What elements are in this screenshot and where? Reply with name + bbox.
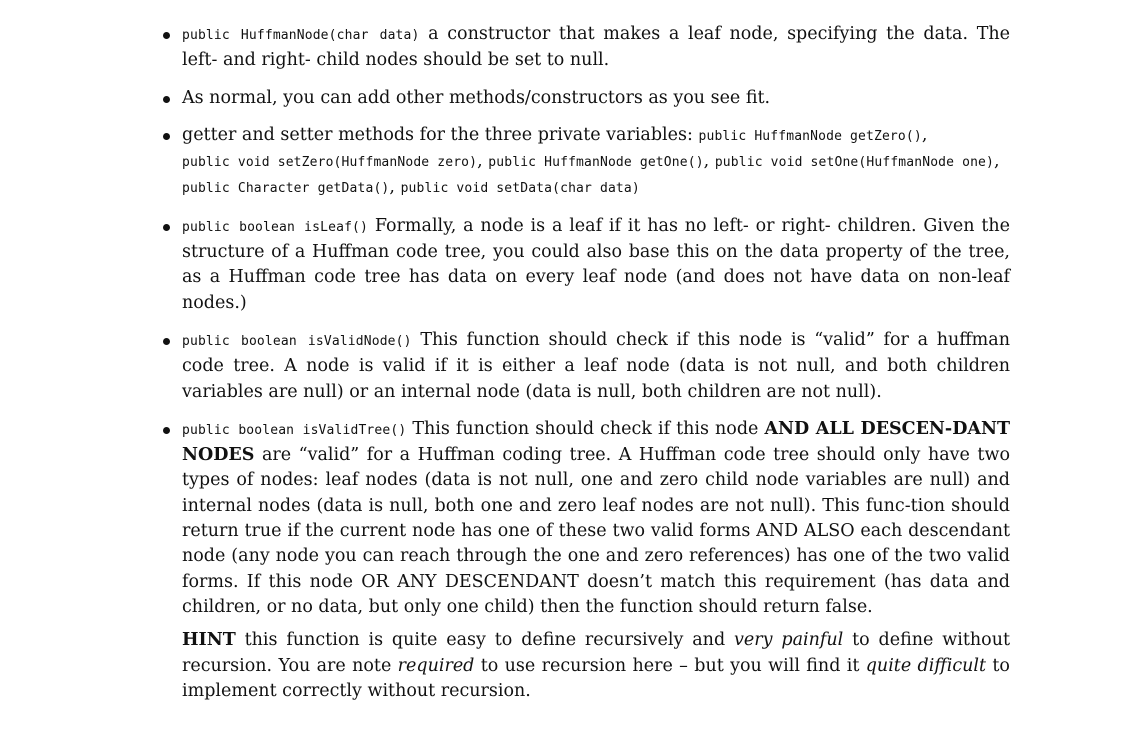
code-isvalidnode: public boolean isValidNode(): [182, 333, 412, 349]
hint-text: this function is quite easy to define recursively and: [244, 630, 726, 651]
item-text: a constructor that makes a leaf node, specifying the data. The left- and right- child nodes should be set to null.: [182, 24, 1010, 71]
hint-text: to use recursion here – but you will find it: [480, 655, 860, 676]
emphasis-text: AND ALL DESCEN-DANT NODES: [182, 418, 1010, 466]
code-setdata: public void setData(char data): [400, 181, 640, 197]
item-text: are “valid” for a Huffman coding tree. A Huffman code tree should only have two types of nodes: leaf nodes (data is not null, one and zero child node variables are null) and internal nodes (data is null, both one and zero leaf nodes are not null). This func-tion should return true if the current node has one of these two valid forms AND ALSO each descendant node (any node you can reach through the one and zero references) has one of the two valid forms. If this node OR ANY DESCENDANT doesn’t match this requirement (has data and children, or no data, but only one child) then the function should return false.: [182, 445, 1010, 617]
bullet-icon: [163, 427, 170, 434]
hint-emphasis: required: [397, 655, 475, 676]
code-setzero: public void setZero(HuffmanNode zero): [182, 155, 478, 171]
separator: ,: [703, 151, 710, 172]
hint-text: to implement correctly without recursion.: [182, 655, 1010, 701]
list-item-isleaf: [160, 214, 1010, 316]
code-getone: public HuffmanNode getOne(): [488, 155, 704, 171]
list-item-constructor: [160, 22, 1010, 74]
hint-text: to define without recursion. You are note: [182, 630, 1010, 676]
list-item-isvalidnode: [160, 328, 1010, 405]
code-setone: public void setOne(HuffmanNode one): [714, 155, 995, 171]
code-isleaf: public boolean isLeaf(): [182, 219, 368, 235]
bullet-icon: [163, 96, 170, 103]
list-item-isvalidtree: [160, 417, 1010, 704]
list-item-getters-setters: [160, 123, 1010, 202]
bullet-icon: [163, 224, 170, 231]
item-text: As normal, you can add other methods/constructors as you see fit.: [182, 87, 771, 108]
separator: ,: [994, 151, 1000, 172]
item-text: This function should check if this node is “valid” for a huffman code tree. A node is valid if it is either a leaf node (data is not null, and both children variables are null) or an internal node (data is null, both children are not null).: [182, 329, 1010, 402]
hint-paragraph: [182, 628, 1010, 704]
method-list: [160, 22, 1010, 716]
item-text: Formally, a node is a leaf if it has no left- or right- children. Given the structure of a Huffman code tree, you could also base this on the data property of the tree, as a Huffman code tree has data on every leaf node (and does not have data on non-leaf nodes.): [182, 215, 1010, 313]
separator: ,: [389, 177, 395, 198]
item-text: getter and setter methods for the three private variables:: [182, 124, 693, 145]
hint-emphasis: quite difficult: [865, 655, 987, 676]
code-getzero: public HuffmanNode getZero(): [698, 128, 922, 144]
code-constructor: public HuffmanNode(char data): [182, 28, 420, 43]
list-item-other-methods: [160, 86, 1010, 111]
bullet-icon: [163, 32, 170, 39]
hint-label: HINT: [182, 630, 236, 651]
code-getdata: public Character getData(): [182, 181, 390, 197]
hint-emphasis: very painful: [734, 630, 844, 651]
separator: ,: [921, 124, 928, 145]
bullet-icon: [163, 133, 170, 140]
item-text: This function should check if this node: [412, 418, 759, 439]
code-isvalidtree: public boolean isValidTree(): [182, 422, 407, 438]
separator: ,: [477, 151, 483, 172]
bullet-icon: [163, 338, 170, 345]
